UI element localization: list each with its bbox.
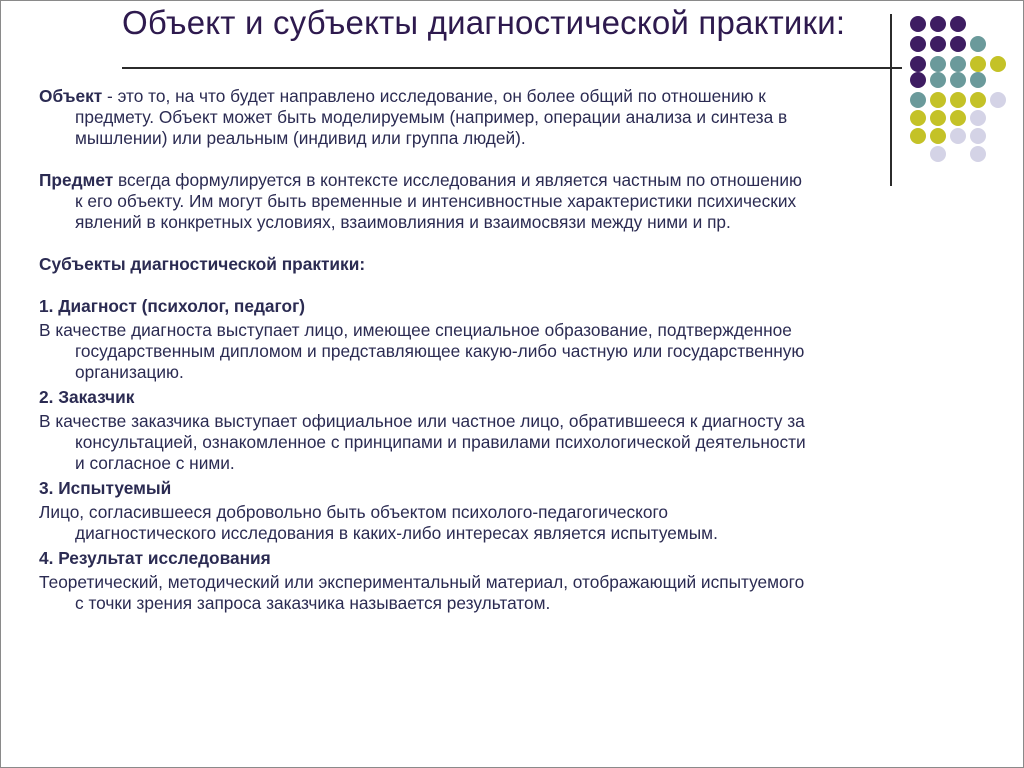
item-text [39, 572, 999, 614]
object-line-1: - это то, на что будет направлено исследование, он более общий по отношению к [102, 86, 766, 106]
slide-title: Объект и субъекты диагностической практики: [122, 4, 846, 41]
item-line: В качестве диагноста выступает лицо, имеющее специальное образование, подтвержденное [39, 320, 792, 340]
decor-dot [950, 36, 966, 52]
object-paragraph [39, 86, 999, 149]
subject-line-1: всегда формулируется в контексте исследования и является частным по отношению [113, 170, 802, 190]
item-text [39, 502, 999, 544]
object-line-2: предмету. Объект может быть моделируемым (например, операции анализа и синтеза в [75, 107, 788, 127]
item-line: диагностического исследования в каких-либо интересах является испытуемым. [75, 523, 718, 543]
slide-body [39, 86, 999, 614]
object-term: Объект [39, 86, 103, 106]
decor-dot [950, 56, 966, 72]
item-heading: 3. Испытуемый [39, 478, 172, 498]
decor-dot [930, 56, 946, 72]
decor-dot [950, 16, 966, 32]
item-line: и согласное с ними. [75, 453, 235, 473]
item-line: Лицо, согласившееся добровольно быть объектом психолого-педагогического [39, 502, 669, 522]
item-line: В качестве заказчика выступает официальное или частное лицо, обратившееся к диагносту за [39, 411, 805, 431]
object-line-3: мышлении) или реальным (индивид или группа людей). [75, 128, 526, 148]
decor-dot [910, 56, 926, 72]
decor-dot [910, 36, 926, 52]
subject-line-3: явлений в конкретных условиях, взаимовлияния и взаимосвязи между ними и пр. [75, 212, 731, 232]
title-underline [122, 67, 902, 69]
decor-dot [970, 36, 986, 52]
item-heading: 2. Заказчик [39, 387, 135, 407]
subject-line-2: к его объекту. Им могут быть временные и интенсивностные характеристики психических [75, 191, 797, 211]
decor-dot [930, 36, 946, 52]
item-text [39, 411, 999, 474]
item-heading: 1. Диагност (психолог, педагог) [39, 296, 306, 316]
item-text [39, 320, 999, 383]
decor-dot [990, 56, 1006, 72]
item-line: с точки зрения запроса заказчика называется результатом. [75, 593, 551, 613]
decor-dot [930, 16, 946, 32]
item-heading: 4. Результат исследования [39, 548, 271, 568]
subjects-heading: Субъекты диагностической практики: [39, 254, 366, 274]
item-line: организацию. [75, 362, 184, 382]
item-line: государственным дипломом и представляющее какую-либо частную или государственную [75, 341, 805, 361]
item-line: Теоретический, методический или экспериментальный материал, отображающий испытуемого [39, 572, 805, 592]
decor-dot [970, 56, 986, 72]
subject-paragraph [39, 170, 999, 233]
item-line: консультацией, ознакомленное с принципами и правилами психологической деятельности [75, 432, 806, 452]
decor-dot [910, 16, 926, 32]
subject-term: Предмет [39, 170, 114, 190]
